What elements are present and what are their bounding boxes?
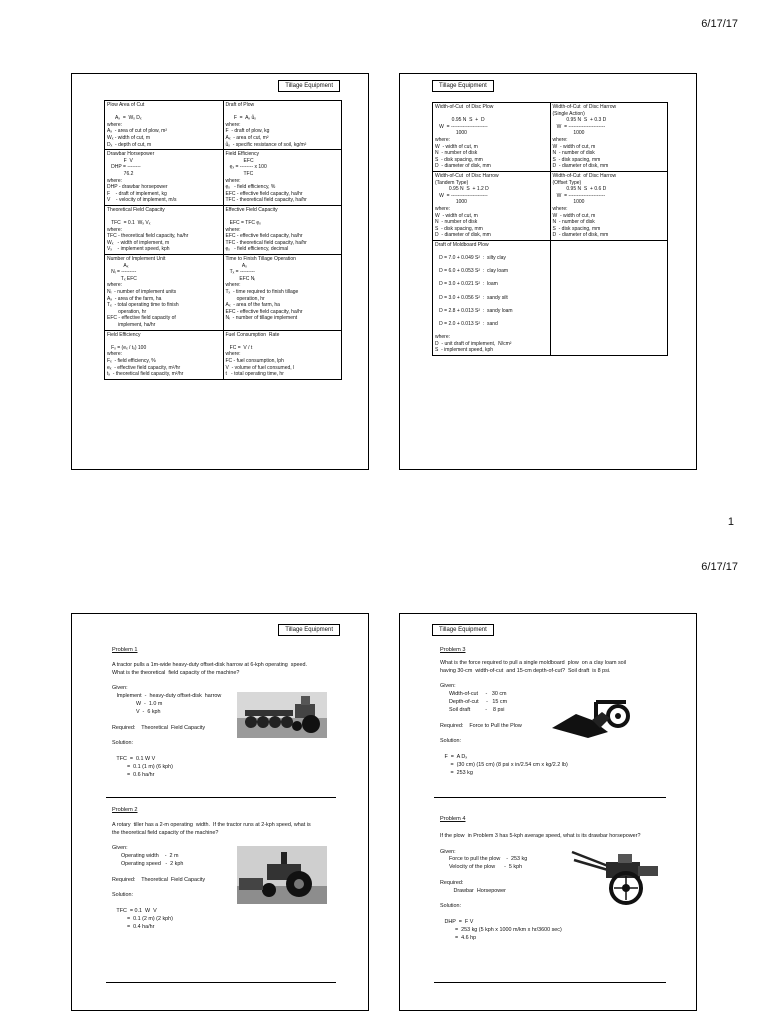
- formula-table: [432, 102, 668, 356]
- formula-cell: Width-of-Cut of Disc Harrow (Single Action) 0.95 N S + 0.3 D W = ---------------------- 1000 where: W - width of cut, m N - number of disk S - disk spacing, mm D - diameter of disk, mm: [550, 103, 668, 172]
- slide-problems-3-4: [399, 613, 697, 1011]
- formula-cell: Draft of Plow F = Aₓ ůₓ where: F - draft of plow, kg Aₓ - area of cut, m² ůₓ - specific resistance of soil, kg/m²: [223, 101, 342, 150]
- problem-2-body: A rotary tiller has a 2-m operating width. If the tractor runs at 2-kph speed, what is the theoretical field capacity of the machine? Given: Operating width - 2 m Operating speed - 2 kph Required: Theoretical Field Capacity Solution: TFC = 0.1 W V = 0.1 (2 m) (2 kph) = 0.4 ha/hr: [112, 822, 311, 930]
- formula-cell: Plow Area of Cut Aₓ = Wₓ Dₓ where: Aₓ - area of cut of plow, m² Wₓ - width of cut, m Dₓ - depth of cut, m: [105, 101, 224, 150]
- slide-problems-1-2: [71, 613, 369, 1011]
- page-date: 6/17/17: [701, 18, 738, 30]
- formula-cell: Width-of-Cut of Disc Harrow (Tandem Type) 0.95 N S + 1.2 D W = ---------------------- 1000 where: W - width of cut, m N - number of disk S - disk spacing, mm D - diameter of disk, mm: [433, 171, 551, 240]
- disk-harrow-photo: [237, 692, 327, 738]
- formula-row: [433, 240, 668, 355]
- formula-cell: Width-of-Cut of Disc Plow 0.95 N S + D W = ---------------------- 1000 where: W - width of cut, m N - number of disk S - disk spacing, mm D - diameter of disk, mm: [433, 103, 551, 172]
- hand-tractor-icon: [568, 844, 668, 906]
- problem-3-title: Problem 3: [440, 647, 466, 653]
- section-badge: Tillage Equipment: [432, 624, 494, 636]
- formula-cell: Width-of-Cut of Disc Harrow (Offset Type) 0.95 N S + 0.6 D W = ---------------------- 1000 where: W - width of cut, m N - number of disk S - disk spacing, mm D - diameter of disk, mm: [550, 171, 668, 240]
- slide-formulas-1: [71, 73, 369, 470]
- formula-row: [105, 255, 342, 331]
- moldboard-plow-icon: [548, 694, 634, 744]
- formula-cell: Drawbar Horsepower F V DHP = -------- 76.2 where: DHP - drawbar horsepower F - draft of implement, kg V - velocity of implement, m/s: [105, 150, 224, 206]
- problem-4-title: Problem 4: [440, 816, 466, 822]
- formula-cell: Field Efficiency EFC ęₓ = -------- x 100 TFC where: ęₓ - field efficiency, % EFC - effective field capacity, ha/hr TFC - theoretical field capacity, ha/hr: [223, 150, 342, 206]
- divider: [106, 797, 336, 798]
- section-badge: Tillage Equipment: [278, 624, 340, 636]
- formula-row: [433, 103, 668, 172]
- formula-cell: Effective Field Capacity EFC = TFC ęₓ where: EFC - effective field capacity, ha/hr TFC - theoretical field capacity, ha/hr ęₓ - field efficiency, decimal: [223, 205, 342, 254]
- formula-cell: Fuel Consumption Rate FC = V / t where: FC - fuel consumption, lph V - volume of fuel consumed, l t - total operating time, hr: [223, 330, 342, 379]
- formula-cell: Number of Implement Unit Aₓ Nᵢ = --------- Tₓ EFC where: Nᵢ - number of implement units Aₓ - area of the farm, ha Tₓ - total operating time to finish operation, hr EFC - effective field capacity of implement, ha/hr: [105, 255, 224, 331]
- rotary-tiller-photo: [237, 846, 327, 904]
- formula-cell: Theoretical Field Capacity TFC = 0.1 Wₓ Vₓ where: TFC - theoretical field capacity, ha/hr Wₓ - width of implement, m Vₓ - implement speed, kph: [105, 205, 224, 254]
- divider: [434, 982, 666, 983]
- problem-3-body: What is the force required to pull a single moldboard plow on a clay loam soil having 30-cm width-of-cut and 15-cm depth-of-cut? Soil draft is 8 psi. Given: Width-of-cut - 30 cm Depth-of-cut - 15 cm Soil draft - 8 psi Required: Force to Pull the Plow Solution: F = A Dₓ = (30 cm) (15 cm) (8 psi x in/2.54 cm x kg/2.2 lb) = 253 kg: [440, 660, 627, 776]
- formula-cell: Draft of Moldboard Plow D = 7.0 + 0.049 S² : silty clay D = 6.0 + 0.053 S² : clay loam D = 3.0 + 0.021 S² : loam D = 3.0 + 0.056 S² : sandy silt D = 2.8 + 0.013 S² : sandy loam D = 2.0 + 0.013 S² : sand where: D - unit draft of implement, N/cm² S - implement speed, kph: [433, 240, 551, 355]
- formula-row: [105, 101, 342, 150]
- problem-4-body: If the plow in Problem 3 has 5-kph average speed, what is its drawbar horsepower? Given: Force to pull the plow - 253 kg Velocity of the plow - 5 kph Required: Drawbar Horsepower Solution: DHP = F V = 253 kg (5 kph x 1000 m/km x hr/3600 sec) = 4.6 hp: [440, 833, 641, 941]
- page-date: 6/17/17: [701, 561, 738, 573]
- problem-1-body: A tractor pulls a 1m-wide heavy-duty offset-disk harrow at 6-kph operating speed. What is the theoretical field capacity of the machine? Given: Implement - heavy-duty offset-disk harrow W - 1.0 m V - 6 kph Required: Theoretical Field Capacity Solution: TFC = 0.1 W V = 0.1 (1 m) (6 kph) = 0.6 ha/hr: [112, 662, 307, 778]
- divider: [106, 982, 336, 983]
- section-badge: Tillage Equipment: [278, 80, 340, 92]
- formula-row: [105, 150, 342, 206]
- page-number: 1: [727, 516, 734, 528]
- formula-row: [105, 205, 342, 254]
- formula-cell: Field Efficiency Fₓ = (eₓ / tₓ) 100 where: Fₓ - field efficiency, % eₓ - effective field capacity, m²/hr tₓ - theoretical field capacity, m²/hr: [105, 330, 224, 379]
- formula-cell: Time to Finish Tillage Operation Aₓ Tₓ = --------- EFC Nᵢ where: Tₓ - time required to finish tillage operation, hr Aₓ - area of the farm, ha EFC - effective field capacity, ha/hr Nᵢ - number of tillage implement: [223, 255, 342, 331]
- formula-cell: [550, 240, 668, 355]
- formula-table: [104, 100, 342, 380]
- slide-formulas-2: [399, 73, 697, 470]
- problem-2-title: Problem 2: [112, 807, 138, 813]
- section-badge: Tillage Equipment: [432, 80, 494, 92]
- formula-row: [105, 330, 342, 379]
- divider: [434, 797, 666, 798]
- problem-1-title: Problem 1: [112, 647, 138, 653]
- formula-row: [433, 171, 668, 240]
